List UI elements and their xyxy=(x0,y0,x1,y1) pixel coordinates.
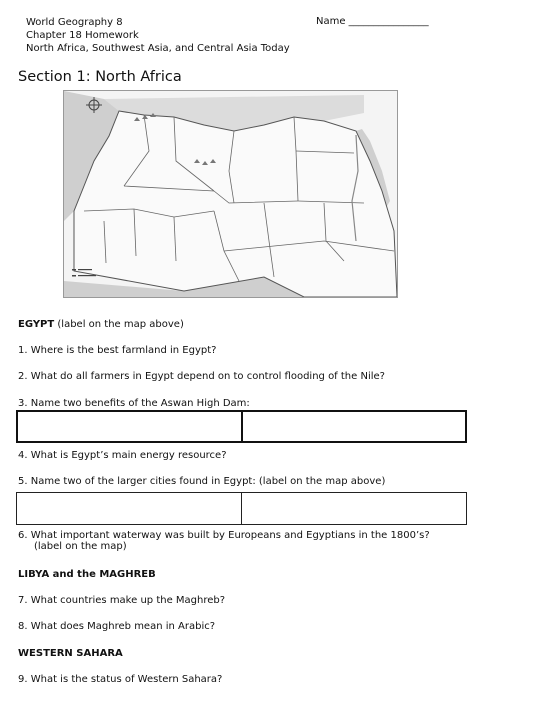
question-5: 5. Name two of the larger cities found in Egypt: (label on the map above) xyxy=(18,476,386,487)
question-7: 7. What countries make up the Maghreb? xyxy=(18,595,226,606)
name-field[interactable]: Name ________________ xyxy=(316,16,429,27)
section-title: Section 1: North Africa xyxy=(18,69,182,85)
map-outline-icon xyxy=(64,91,397,297)
chapter-title: Chapter 18 Homework xyxy=(26,30,139,41)
answer-box-city-1[interactable] xyxy=(16,492,242,525)
question-2: 2. What do all farmers in Egypt depend on to control flooding of the Nile? xyxy=(18,371,385,382)
question-6 xyxy=(18,530,430,552)
question-6-line-1: 6. What important waterway was built by Europeans and Egyptians in the 1800’s? xyxy=(18,530,430,541)
north-africa-map xyxy=(63,90,398,298)
western-sahara-heading-label: WESTERN SAHARA xyxy=(18,648,123,659)
question-3: 3. Name two benefits of the Aswan High Dam: xyxy=(18,398,250,409)
course-title: World Geography 8 xyxy=(26,17,123,28)
egypt-heading-note: (label on the map above) xyxy=(54,319,184,330)
libya-heading xyxy=(18,569,156,580)
question-1: 1. Where is the best farmland in Egypt? xyxy=(18,345,217,356)
question-4: 4. What is Egypt’s main energy resource? xyxy=(18,450,227,461)
question-5-answer-boxes xyxy=(16,492,467,525)
question-3-answer-boxes xyxy=(16,410,467,443)
worksheet-header xyxy=(26,16,290,55)
egypt-heading xyxy=(18,319,184,330)
question-6-line-2: (label on the map) xyxy=(34,541,127,552)
libya-heading-label: LIBYA and the MAGHREB xyxy=(18,569,156,580)
western-sahara-heading xyxy=(18,648,123,659)
answer-box-benefit-2[interactable] xyxy=(243,410,468,443)
answer-box-benefit-1[interactable] xyxy=(16,410,243,443)
answer-box-city-2[interactable] xyxy=(242,492,467,525)
topic-title: North Africa, Southwest Asia, and Central Asia Today xyxy=(26,43,290,54)
question-8: 8. What does Maghreb mean in Arabic? xyxy=(18,621,216,632)
question-9: 9. What is the status of Western Sahara? xyxy=(18,674,223,685)
egypt-heading-label: EGYPT xyxy=(18,319,55,330)
